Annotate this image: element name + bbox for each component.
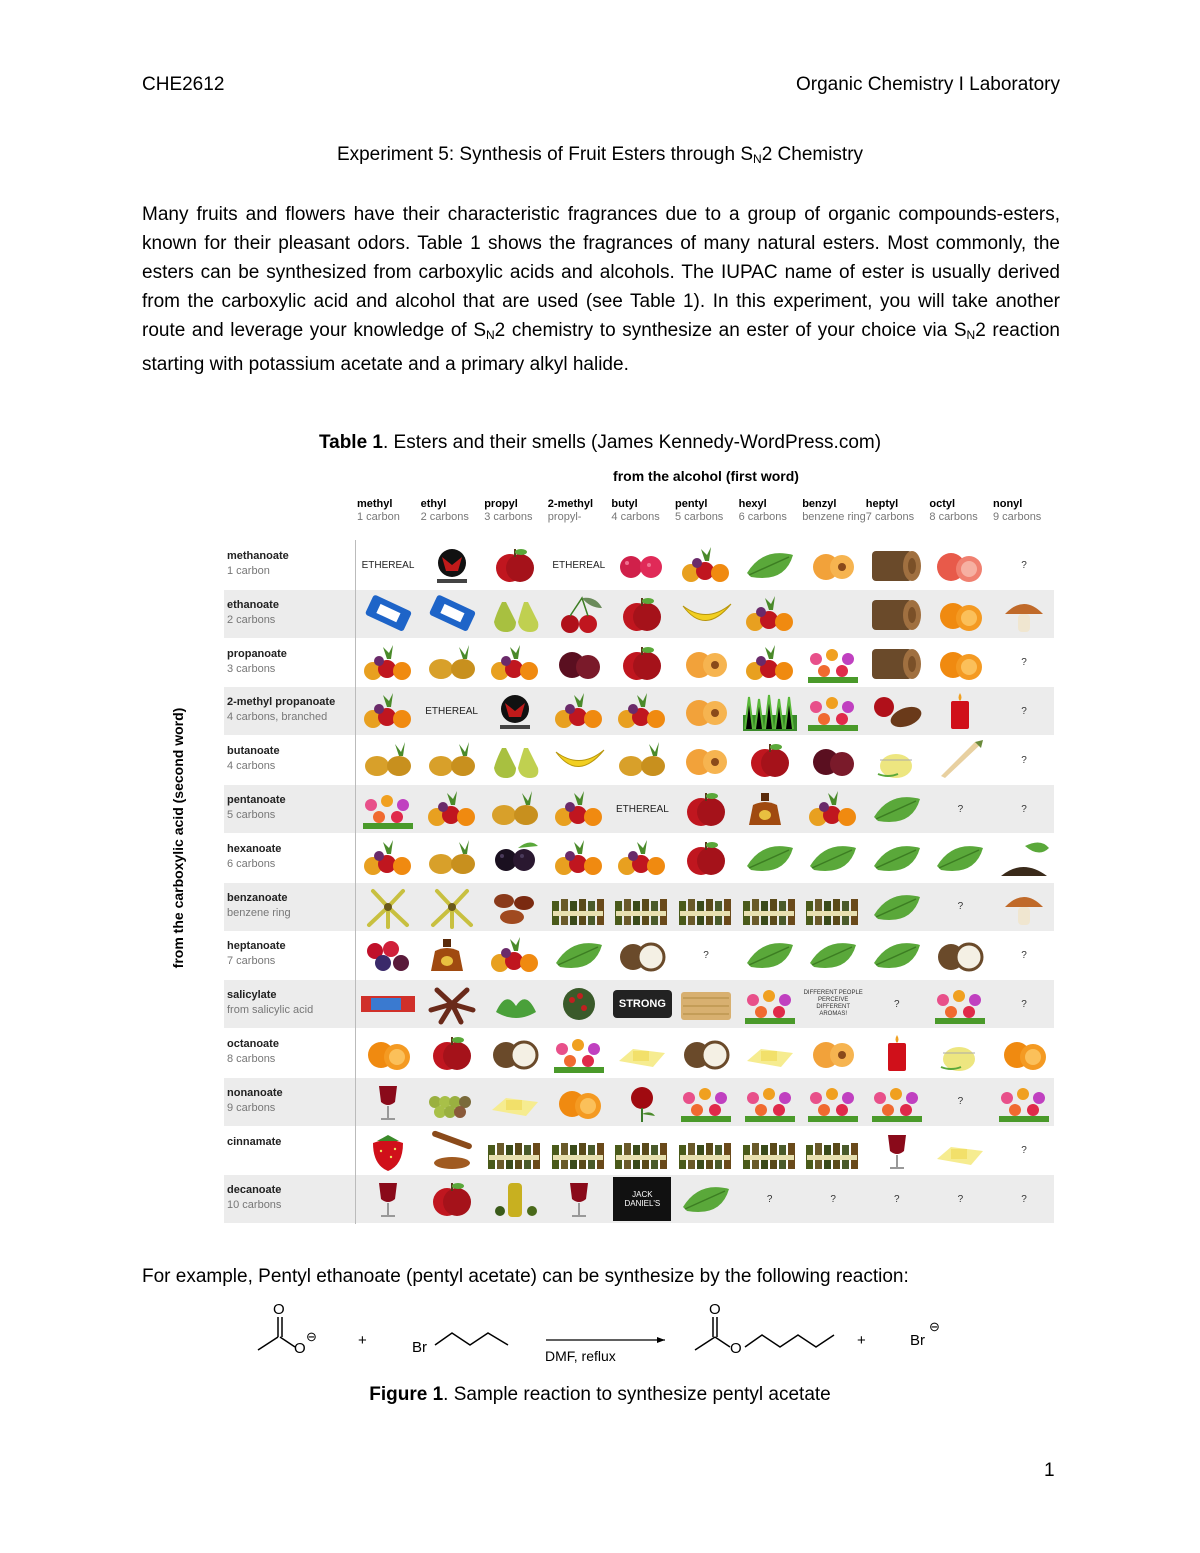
leaf-icon <box>739 543 801 587</box>
log-icon <box>866 543 928 587</box>
row-name: heptanoate <box>227 940 286 953</box>
fruits-icon <box>357 641 419 685</box>
unknown-cell: ? <box>1021 754 1027 766</box>
column-header-methyl <box>357 498 421 524</box>
alcohol-axis-title: from the alcohol (first word) <box>613 468 799 484</box>
row-sub: 4 carbons, branched <box>227 711 328 724</box>
apple-icon <box>421 1177 483 1221</box>
unknown-cell: ? <box>830 1193 836 1205</box>
column-sub: 3 carbons <box>484 511 533 523</box>
column-header-benzyl <box>802 498 866 524</box>
wine-icon <box>357 1177 419 1221</box>
page-title: Experiment 5: Synthesis of Fruit Esters through $S_N2$ Chemistry <box>336 144 864 166</box>
row-sub: 1 carbon <box>227 565 270 577</box>
bottles-icon <box>611 885 673 929</box>
fruits-icon <box>421 787 483 831</box>
flowers-icon <box>802 641 864 685</box>
unknown-cell: ? <box>957 901 964 913</box>
plum-icon <box>548 641 610 685</box>
acetate-structure <box>258 1317 295 1350</box>
row-label <box>227 1037 357 1067</box>
acetate-o: O <box>273 1301 285 1318</box>
pineapple-icon <box>421 836 483 880</box>
course-title: Organic Chemistry I Laboratory <box>796 74 1060 95</box>
raspberry-icon <box>611 543 673 587</box>
column-sub: 2 carbons <box>420 511 469 523</box>
cherry-icon <box>548 592 610 636</box>
row-label <box>227 598 357 628</box>
column-name: butyl <box>611 498 638 510</box>
column-name: pentyl <box>675 498 708 510</box>
parsnip-icon <box>929 738 991 782</box>
row-name: methanoate <box>227 550 289 562</box>
unknown-cell: ? <box>894 1193 900 1205</box>
text-cell: ETHEREAL <box>425 705 478 717</box>
arrow-head <box>657 1337 665 1343</box>
coconut-icon <box>611 933 673 977</box>
bromide-br: Br <box>412 1339 427 1356</box>
text-cell: STRONG <box>611 982 673 1026</box>
coconut-icon <box>675 1031 737 1075</box>
row-label <box>227 842 357 872</box>
tea-icon <box>866 738 928 782</box>
unknown-cell: ? <box>1021 949 1027 961</box>
rose-icon <box>611 1080 673 1124</box>
row-label <box>227 793 357 823</box>
column-sub: 9 carbons <box>993 511 1042 523</box>
unknown-cell: ? <box>1021 559 1027 571</box>
fruits-icon <box>611 836 673 880</box>
bottles-icon <box>548 885 610 929</box>
fruits-icon <box>739 592 801 636</box>
strawberry-icon <box>357 1129 419 1173</box>
apricot-icon <box>675 641 737 685</box>
anise-icon <box>421 982 483 1026</box>
row-label <box>227 988 357 1018</box>
row-name: decanoate <box>227 1184 282 1197</box>
flowers-icon <box>802 689 864 733</box>
toothpaste-icon <box>357 982 419 1026</box>
table-row <box>224 1127 1054 1175</box>
row-label <box>227 549 357 579</box>
table-row <box>224 541 1054 589</box>
column-sub: benzene ring <box>802 511 866 523</box>
butter-icon <box>484 1080 546 1124</box>
acetate-o2: O <box>294 1340 306 1357</box>
column-sub: 5 carbons <box>675 511 724 523</box>
row-sub: from salicylic acid <box>227 1004 314 1017</box>
mushroom-icon <box>993 885 1055 929</box>
apricot-icon <box>802 543 864 587</box>
cocoa-icon <box>866 689 928 733</box>
leaf-icon <box>929 836 991 880</box>
row-name: butanoate <box>227 745 280 758</box>
unknown-cell: ? <box>1021 1193 1027 1205</box>
table-row <box>224 785 1054 833</box>
ester-o: O <box>709 1301 721 1318</box>
ester-o2: O <box>730 1340 742 1357</box>
bottles-icon <box>802 885 864 929</box>
unknown-cell: ? <box>1021 998 1027 1010</box>
column-header-hexyl <box>739 498 803 524</box>
row-label <box>227 1183 357 1213</box>
row-sub: 2 carbons <box>227 613 276 626</box>
unknown-cell: ? <box>957 1096 964 1108</box>
bottles-icon <box>739 1129 801 1173</box>
nuts-icon <box>484 885 546 929</box>
apricot-icon <box>675 689 737 733</box>
coconut-icon <box>484 1031 546 1075</box>
butter-icon <box>739 1031 801 1075</box>
unknown-cell: ? <box>957 803 964 815</box>
column-name: octyl <box>929 498 956 510</box>
flowers-icon <box>548 1031 610 1075</box>
apple-icon <box>675 787 737 831</box>
table-row <box>224 1029 1054 1077</box>
banana-icon <box>548 738 610 782</box>
candle-icon <box>866 1031 928 1075</box>
row-sub: 10 carbons <box>227 1199 282 1212</box>
row-name: ethanoate <box>227 598 279 611</box>
leaf-icon <box>866 836 928 880</box>
flowers-icon <box>993 1080 1055 1124</box>
plum-icon <box>802 738 864 782</box>
pineapple-icon <box>421 641 483 685</box>
unknown-cell: ? <box>1021 657 1027 669</box>
leaf-icon <box>866 933 928 977</box>
table-row <box>224 687 1054 735</box>
row-name: nonanoate <box>227 1086 283 1099</box>
column-sub: 8 carbons <box>929 511 978 523</box>
column-header-ethyl <box>421 498 485 524</box>
leaf-icon <box>739 933 801 977</box>
text-cell: ETHEREAL <box>552 559 606 571</box>
column-header-pentyl <box>675 498 739 524</box>
butyl-chain <box>435 1333 508 1345</box>
pentyl-acetate-structure <box>695 1317 834 1350</box>
leaf-icon <box>739 836 801 880</box>
column-header-propyl <box>484 498 548 524</box>
flowers-icon <box>929 982 991 1026</box>
row-label <box>227 744 357 774</box>
example-text: For example, Pentyl ethanoate (pentyl acetate) can be synthesize by the following reaction: <box>142 1266 909 1287</box>
fruits-icon <box>611 689 673 733</box>
table-row <box>224 931 1054 979</box>
unknown-cell: ? <box>766 1193 773 1205</box>
hay-icon <box>675 982 737 1026</box>
row-name: 2-methyl propanoate <box>227 696 336 709</box>
table-row <box>224 639 1054 687</box>
leaf-icon <box>866 787 928 831</box>
column-sub: 4 carbons <box>611 511 660 523</box>
fruits-icon <box>675 543 737 587</box>
fruits-icon <box>548 787 610 831</box>
wine-icon <box>357 1080 419 1124</box>
plus-1: + <box>358 1332 367 1349</box>
orange-icon <box>929 641 991 685</box>
table-divider <box>355 540 356 1224</box>
table-row <box>224 834 1054 882</box>
apple-icon <box>484 543 546 587</box>
bromide-charge: ⊖ <box>929 1319 940 1334</box>
unknown-cell: ? <box>1021 1145 1027 1157</box>
fruits-icon <box>484 641 546 685</box>
pineapple-icon <box>484 787 546 831</box>
ylang-icon <box>421 885 483 929</box>
apple-icon <box>675 836 737 880</box>
bacardi-icon <box>421 543 483 587</box>
fruits-icon <box>548 836 610 880</box>
row-name: octanoate <box>227 1038 279 1050</box>
wine-icon <box>548 1177 610 1221</box>
soil-icon <box>993 836 1055 880</box>
plus-2: + <box>857 1332 866 1349</box>
flowers-icon <box>675 1080 737 1124</box>
leaf-icon <box>675 1177 737 1221</box>
unknown-cell: ? <box>894 998 900 1010</box>
glue-icon <box>421 592 483 636</box>
table-row <box>224 980 1054 1028</box>
flower-icon <box>802 592 864 636</box>
unknown-cell: ? <box>1021 803 1027 815</box>
conditions: DMF, reflux <box>545 1348 616 1364</box>
text-cell: DIFFERENT PEOPLE PERCEIVE DIFFERENT AROMAS! <box>803 990 863 1018</box>
text-cell: ETHEREAL <box>361 559 415 571</box>
row-label <box>227 647 357 677</box>
flowers-icon <box>866 1080 928 1124</box>
row-name: benzanoate <box>227 891 288 904</box>
text-cell: ETHEREAL <box>615 803 669 815</box>
apple-icon <box>611 592 673 636</box>
table-row <box>224 590 1054 638</box>
orange-icon <box>357 1031 419 1075</box>
bottles-icon <box>675 1129 737 1173</box>
flowers-icon <box>802 1080 864 1124</box>
tea-icon <box>929 1031 991 1075</box>
text-cell: JACK DANIEL'S <box>611 1177 673 1221</box>
apple-icon <box>421 1031 483 1075</box>
pineapple-icon <box>421 738 483 782</box>
column-name: heptyl <box>865 498 899 510</box>
mushroom-icon <box>993 592 1055 636</box>
figure-caption: Figure 1. Sample reaction to synthesize pentyl acetate <box>369 1384 831 1405</box>
apricot-icon <box>802 1031 864 1075</box>
column-name: methyl <box>357 498 393 510</box>
apple-icon <box>739 738 801 782</box>
herb-icon <box>548 982 610 1026</box>
grapes-icon <box>421 1080 483 1124</box>
log-icon <box>866 641 928 685</box>
row-label <box>227 891 357 921</box>
berries-icon <box>357 933 419 977</box>
bottles-icon <box>548 1129 610 1173</box>
bromide-ion: Br <box>910 1332 925 1349</box>
brandy-icon <box>421 933 483 977</box>
row-sub: 4 carbons <box>227 760 276 773</box>
cinnamon-icon <box>421 1129 483 1173</box>
butter-icon <box>929 1129 991 1173</box>
pineapple-icon <box>611 738 673 782</box>
glue-icon <box>357 592 419 636</box>
column-header-butyl <box>611 498 675 524</box>
candle-icon <box>929 689 991 733</box>
column-header-octyl <box>929 498 993 524</box>
apricot-icon <box>675 738 737 782</box>
orange-icon <box>548 1080 610 1124</box>
unknown-cell: ? <box>957 1193 964 1205</box>
ylang-icon <box>357 885 419 929</box>
row-sub: 6 carbons <box>227 857 276 870</box>
orange-icon <box>929 592 991 636</box>
intro-paragraph: Many fruits and flowers have their characteristic fragrances due to a group of organic compounds-esters, known for their pleasant odors. Table 1 shows the fragrances of many natural esters. Most commonly, the esters can be synthesized from carboxylic acids and alcohols. The IUPAC name of ester is usually derived from the carboxylic acid and alcohol that are used (see Table 1). In this experiment, you will take another route and leverage your knowledge of $S_N2$ chemistry to synthesize an ester of your choice via $S_N2$ reaction starting with potassium acetate and a primary alkyl halide. <box>142 204 1060 375</box>
bottles-icon <box>802 1129 864 1173</box>
unknown-cell: ? <box>1021 705 1027 717</box>
column-name: nonyl <box>993 498 1023 510</box>
table-caption: Table 1. Esters and their smells (James Kennedy-WordPress.com) <box>318 432 882 453</box>
column-name: ethyl <box>420 498 447 510</box>
course-code: CHE2612 <box>142 74 225 95</box>
mint-icon <box>484 982 546 1026</box>
bottles-icon <box>739 885 801 929</box>
leaf-icon <box>548 933 610 977</box>
pear-icon <box>484 738 546 782</box>
leaf-icon <box>802 836 864 880</box>
bottles-icon <box>675 885 737 929</box>
column-name: 2-methyl <box>547 498 594 510</box>
column-sub: 7 carbons <box>865 511 915 523</box>
orange-icon <box>993 1031 1055 1075</box>
flowers-icon <box>739 1080 801 1124</box>
row-sub: 9 carbons <box>227 1101 276 1114</box>
row-label <box>227 1135 357 1150</box>
wine-icon <box>866 1129 928 1173</box>
grapefruit-icon <box>929 543 991 587</box>
table-row <box>224 736 1054 784</box>
acetate-charge: ⊖ <box>306 1329 317 1344</box>
flowers-icon <box>739 982 801 1026</box>
row-label <box>227 939 357 969</box>
table-row <box>224 1175 1054 1223</box>
row-sub: benzene ring <box>227 906 291 919</box>
log-icon <box>866 592 928 636</box>
table-row <box>224 1078 1054 1126</box>
blackberry-icon <box>484 836 546 880</box>
column-sub: 6 carbons <box>738 511 787 523</box>
row-label <box>227 1086 357 1116</box>
column-header-heptyl <box>866 498 930 524</box>
column-header-2-methyl <box>548 498 612 524</box>
fruits-icon <box>357 836 419 880</box>
reaction-scheme <box>240 1295 960 1370</box>
coconut-icon <box>929 933 991 977</box>
bottles-icon <box>611 1129 673 1173</box>
fruits-icon <box>802 787 864 831</box>
row-sub: 5 carbons <box>227 809 276 821</box>
row-name: pentanoate <box>227 794 286 806</box>
column-sub: propyl- <box>547 511 582 523</box>
bottles-icon <box>484 1129 546 1173</box>
column-name: hexyl <box>738 498 767 510</box>
oil-icon <box>484 1177 546 1221</box>
row-sub: 8 carbons <box>227 1053 276 1065</box>
brandy-icon <box>739 787 801 831</box>
column-sub: 1 carbon <box>357 511 400 523</box>
page-number: 1 <box>1044 1460 1055 1481</box>
grass-icon <box>739 689 801 733</box>
column-header-nonyl <box>993 498 1057 524</box>
fruits-icon <box>739 641 801 685</box>
row-sub: 7 carbons <box>227 955 276 968</box>
banana-icon <box>675 592 737 636</box>
leaf-icon <box>802 933 864 977</box>
bacardi-icon <box>484 689 546 733</box>
row-label <box>227 695 357 725</box>
row-name: salicylate <box>227 989 277 1002</box>
flowers-icon <box>357 787 419 831</box>
row-name: hexanoate <box>227 842 282 855</box>
row-name: cinnamate <box>227 1135 282 1148</box>
fruits-icon <box>548 689 610 733</box>
apple-icon <box>611 641 673 685</box>
fruits-icon <box>357 689 419 733</box>
column-name: benzyl <box>802 498 837 510</box>
row-name: propanoate <box>227 647 287 660</box>
pineapple-icon <box>357 738 419 782</box>
column-name: propyl <box>484 498 518 510</box>
pear-icon <box>484 592 546 636</box>
leaf-icon <box>866 885 928 929</box>
unknown-cell: ? <box>703 949 709 961</box>
butter-icon <box>611 1031 673 1075</box>
row-sub: 3 carbons <box>227 662 276 675</box>
fruits-icon <box>484 933 546 977</box>
table-row <box>224 883 1054 931</box>
